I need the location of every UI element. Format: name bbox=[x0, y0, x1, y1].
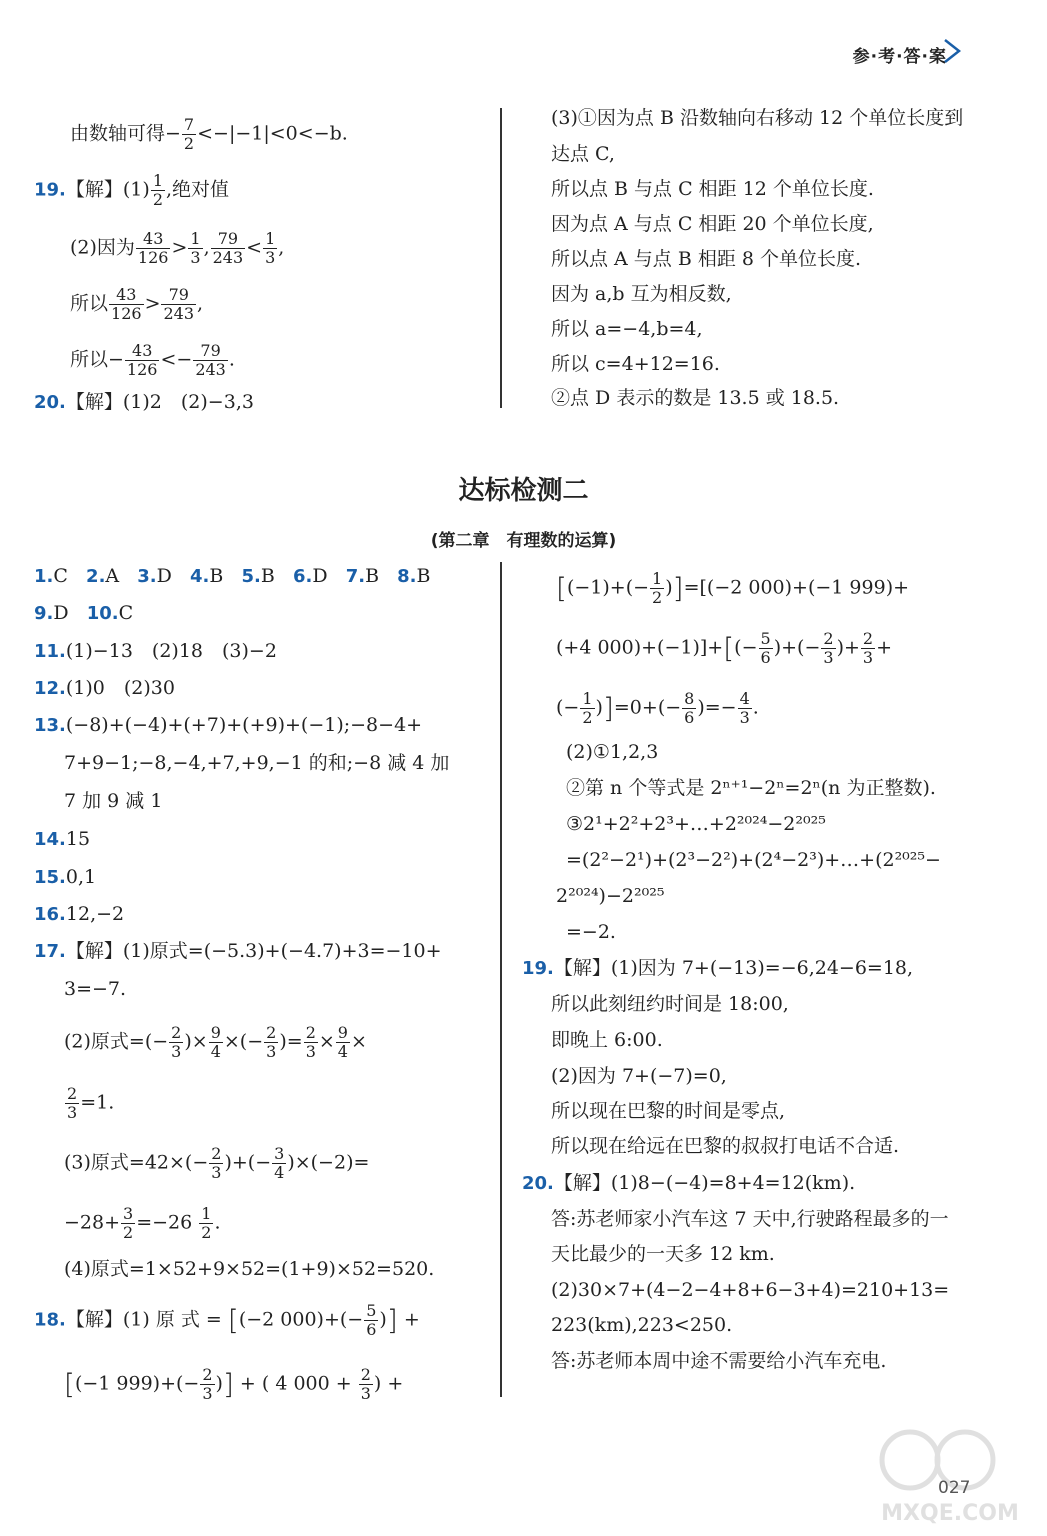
text-line: 2²⁰²⁴)−2²⁰²⁵ bbox=[556, 885, 665, 907]
text-line: 达点 C, bbox=[551, 143, 615, 165]
choice-answers-row: 9.D 10.C bbox=[34, 602, 134, 624]
text-line: 所以 a=−4,b=4, bbox=[551, 318, 703, 340]
watermark-logo bbox=[870, 1420, 1030, 1530]
text-line: 答:苏老师本周中途不需要给小汽车充电. bbox=[551, 1350, 887, 1372]
section-subtitle: (第二章 有理数的运算) bbox=[430, 531, 617, 551]
text-line: 因为点 A 与点 C 相距 20 个单位长度, bbox=[551, 213, 874, 235]
answer-14: 14.15 bbox=[34, 828, 91, 850]
answer-18: 18.【解】(1) 原 式 = [(−2 000)+(− $\frac{5}{6}$ )] + bbox=[34, 1301, 420, 1339]
text-line: 因为 a,b 互为相反数, bbox=[551, 283, 732, 305]
text-line: 即晚上 6:00. bbox=[551, 1029, 663, 1051]
answer-19: 19.【解】(1) $\frac{1}{2}$ ,绝对值 bbox=[34, 171, 230, 209]
text-line: (2)因为 $\frac{43}{126}$ > $\frac{1}{3}$ , $\frac{79}{243}$ < $\frac{1}{3}$ , bbox=[70, 229, 285, 267]
text-line: 所以现在给远在巴黎的叔叔打电话不合适. bbox=[551, 1135, 900, 1157]
chevron-right-icon bbox=[933, 34, 967, 68]
text-line: =(2²−2¹)+(2³−2²)+(2⁴−2³)+…+(2²⁰²⁵− bbox=[566, 849, 941, 871]
question-number: 19. bbox=[34, 179, 66, 201]
column-divider-bottom bbox=[500, 562, 502, 1397]
answer-20: 20.【解】(1)2 (2)−3,3 bbox=[34, 391, 254, 413]
text-line: 答:苏老师家小汽车这 7 天中,行驶路程最多的一 bbox=[551, 1208, 949, 1230]
text-line: −28+ $\frac{3}{2}$ =−26 $\frac{1}{2}$ . bbox=[64, 1204, 221, 1242]
text-line: 223(km),223<250. bbox=[551, 1314, 733, 1336]
text-line: [(−1)+(− $\frac{1}{2}$ )]=[(−2 000)+(−1 999)+ bbox=[556, 569, 910, 607]
text-line: 天比最少的一天多 12 km. bbox=[551, 1243, 775, 1265]
page-number: 027 bbox=[938, 1478, 971, 1498]
text-line: (2)原式=(− $\frac{2}{3}$ )× $\frac{9}{4}$ ×(− $\frac{2}{3}$ )= $\frac{2}{3}$ × $\frac{9}{4}$ × bbox=[64, 1023, 367, 1061]
question-number: 20. bbox=[34, 392, 66, 413]
text-line: (2)①1,2,3 bbox=[566, 741, 659, 763]
text-line: ②点 D 表示的数是 13.5 或 18.5. bbox=[551, 387, 840, 409]
text-line: (2)因为 7+(−7)=0, bbox=[551, 1065, 727, 1087]
text-line: ②第 n 个等式是 2ⁿ⁺¹−2ⁿ=2ⁿ(n 为正整数). bbox=[566, 777, 936, 799]
text-line: 7+9−1;−8,−4,+7,+9,−1 的和;−8 减 4 加 bbox=[64, 752, 450, 774]
answer-19b: 19.【解】(1)因为 7+(−13)=−6,24−6=18, bbox=[522, 957, 914, 979]
text-line: (3)原式=42×(− $\frac{2}{3}$ )+(− $\frac{3}{4}$ )×(−2)= bbox=[64, 1144, 370, 1182]
choice-answers-row: 1.C 2.A 3.D 4.B 5.B 6.D 7.B 8.B bbox=[34, 565, 431, 587]
answer-16: 16.12,−2 bbox=[34, 903, 125, 925]
text-line: 7 加 9 减 1 bbox=[64, 790, 163, 812]
answer-11: 11.(1)−13 (2)18 (3)−2 bbox=[34, 640, 277, 662]
text-line: 所以点 A 与点 B 相距 8 个单位长度. bbox=[551, 248, 862, 270]
text-line: (− $\frac{1}{2}$ )]=0+(− $\frac{8}{6}$ )=− $\frac{4}{3}$ . bbox=[556, 689, 759, 727]
answer-20b: 20.【解】(1)8−(−4)=8+4=12(km). bbox=[522, 1172, 856, 1194]
text-line: 由数轴可得− $\frac{7}{2}$ <−|−1|<0<−b. bbox=[70, 115, 348, 153]
column-divider-top bbox=[500, 108, 502, 408]
svg-text:MXQE.COM: MXQE.COM bbox=[881, 1501, 1019, 1526]
text-line: 所以 c=4+12=16. bbox=[551, 353, 720, 375]
text-line: 所以− $\frac{43}{126}$ <− $\frac{79}{243}$ . bbox=[70, 341, 235, 379]
text-line: (+4 000)+(−1)]+[(− $\frac{5}{6}$ )+(− $\frac{2}{3}$ )+ $\frac{2}{3}$ + bbox=[556, 629, 893, 667]
text-line: 3=−7. bbox=[64, 978, 127, 1000]
text-line: [(−1 999)+(− $\frac{2}{3}$ )] + ( 4 000 + $\frac{2}{3}$ ) + bbox=[64, 1365, 404, 1403]
text-line: 所以点 B 与点 C 相距 12 个单位长度. bbox=[551, 178, 874, 200]
answer-12: 12.(1)0 (2)30 bbox=[34, 677, 175, 699]
answer-17: 17.【解】(1)原式=(−5.3)+(−4.7)+3=−10+ bbox=[34, 940, 442, 962]
text-line: =−2. bbox=[566, 921, 616, 943]
text-line: 所以此刻纽约时间是 18:00, bbox=[551, 993, 789, 1015]
text-line: $\frac{2}{3}$ =1. bbox=[67, 1084, 115, 1122]
page-header-label: 参·考·答·案 bbox=[852, 47, 947, 67]
text-line: (3)①因为点 B 沿数轴向右移动 12 个单位长度到 bbox=[551, 107, 964, 129]
text-line: (2)30×7+(4−2−4+8+6−3+4)=210+13= bbox=[551, 1279, 950, 1301]
text-line: ③2¹+2²+2³+…+2²⁰²⁴−2²⁰²⁵ bbox=[566, 813, 826, 835]
fraction: $\frac{7}{2}$ bbox=[183, 115, 195, 153]
section-title: 达标检测二 bbox=[458, 476, 589, 506]
text-line: (4)原式=1×52+9×52=(1+9)×52=520. bbox=[64, 1258, 435, 1280]
answer-15: 15.0,1 bbox=[34, 866, 97, 888]
answer-13: 13.(−8)+(−4)+(+7)+(+9)+(−1);−8−4+ bbox=[34, 714, 423, 736]
text-line: 所以 $\frac{43}{126}$ > $\frac{79}{243}$ , bbox=[70, 285, 204, 323]
text-line: 所以现在巴黎的时间是零点, bbox=[551, 1100, 786, 1122]
